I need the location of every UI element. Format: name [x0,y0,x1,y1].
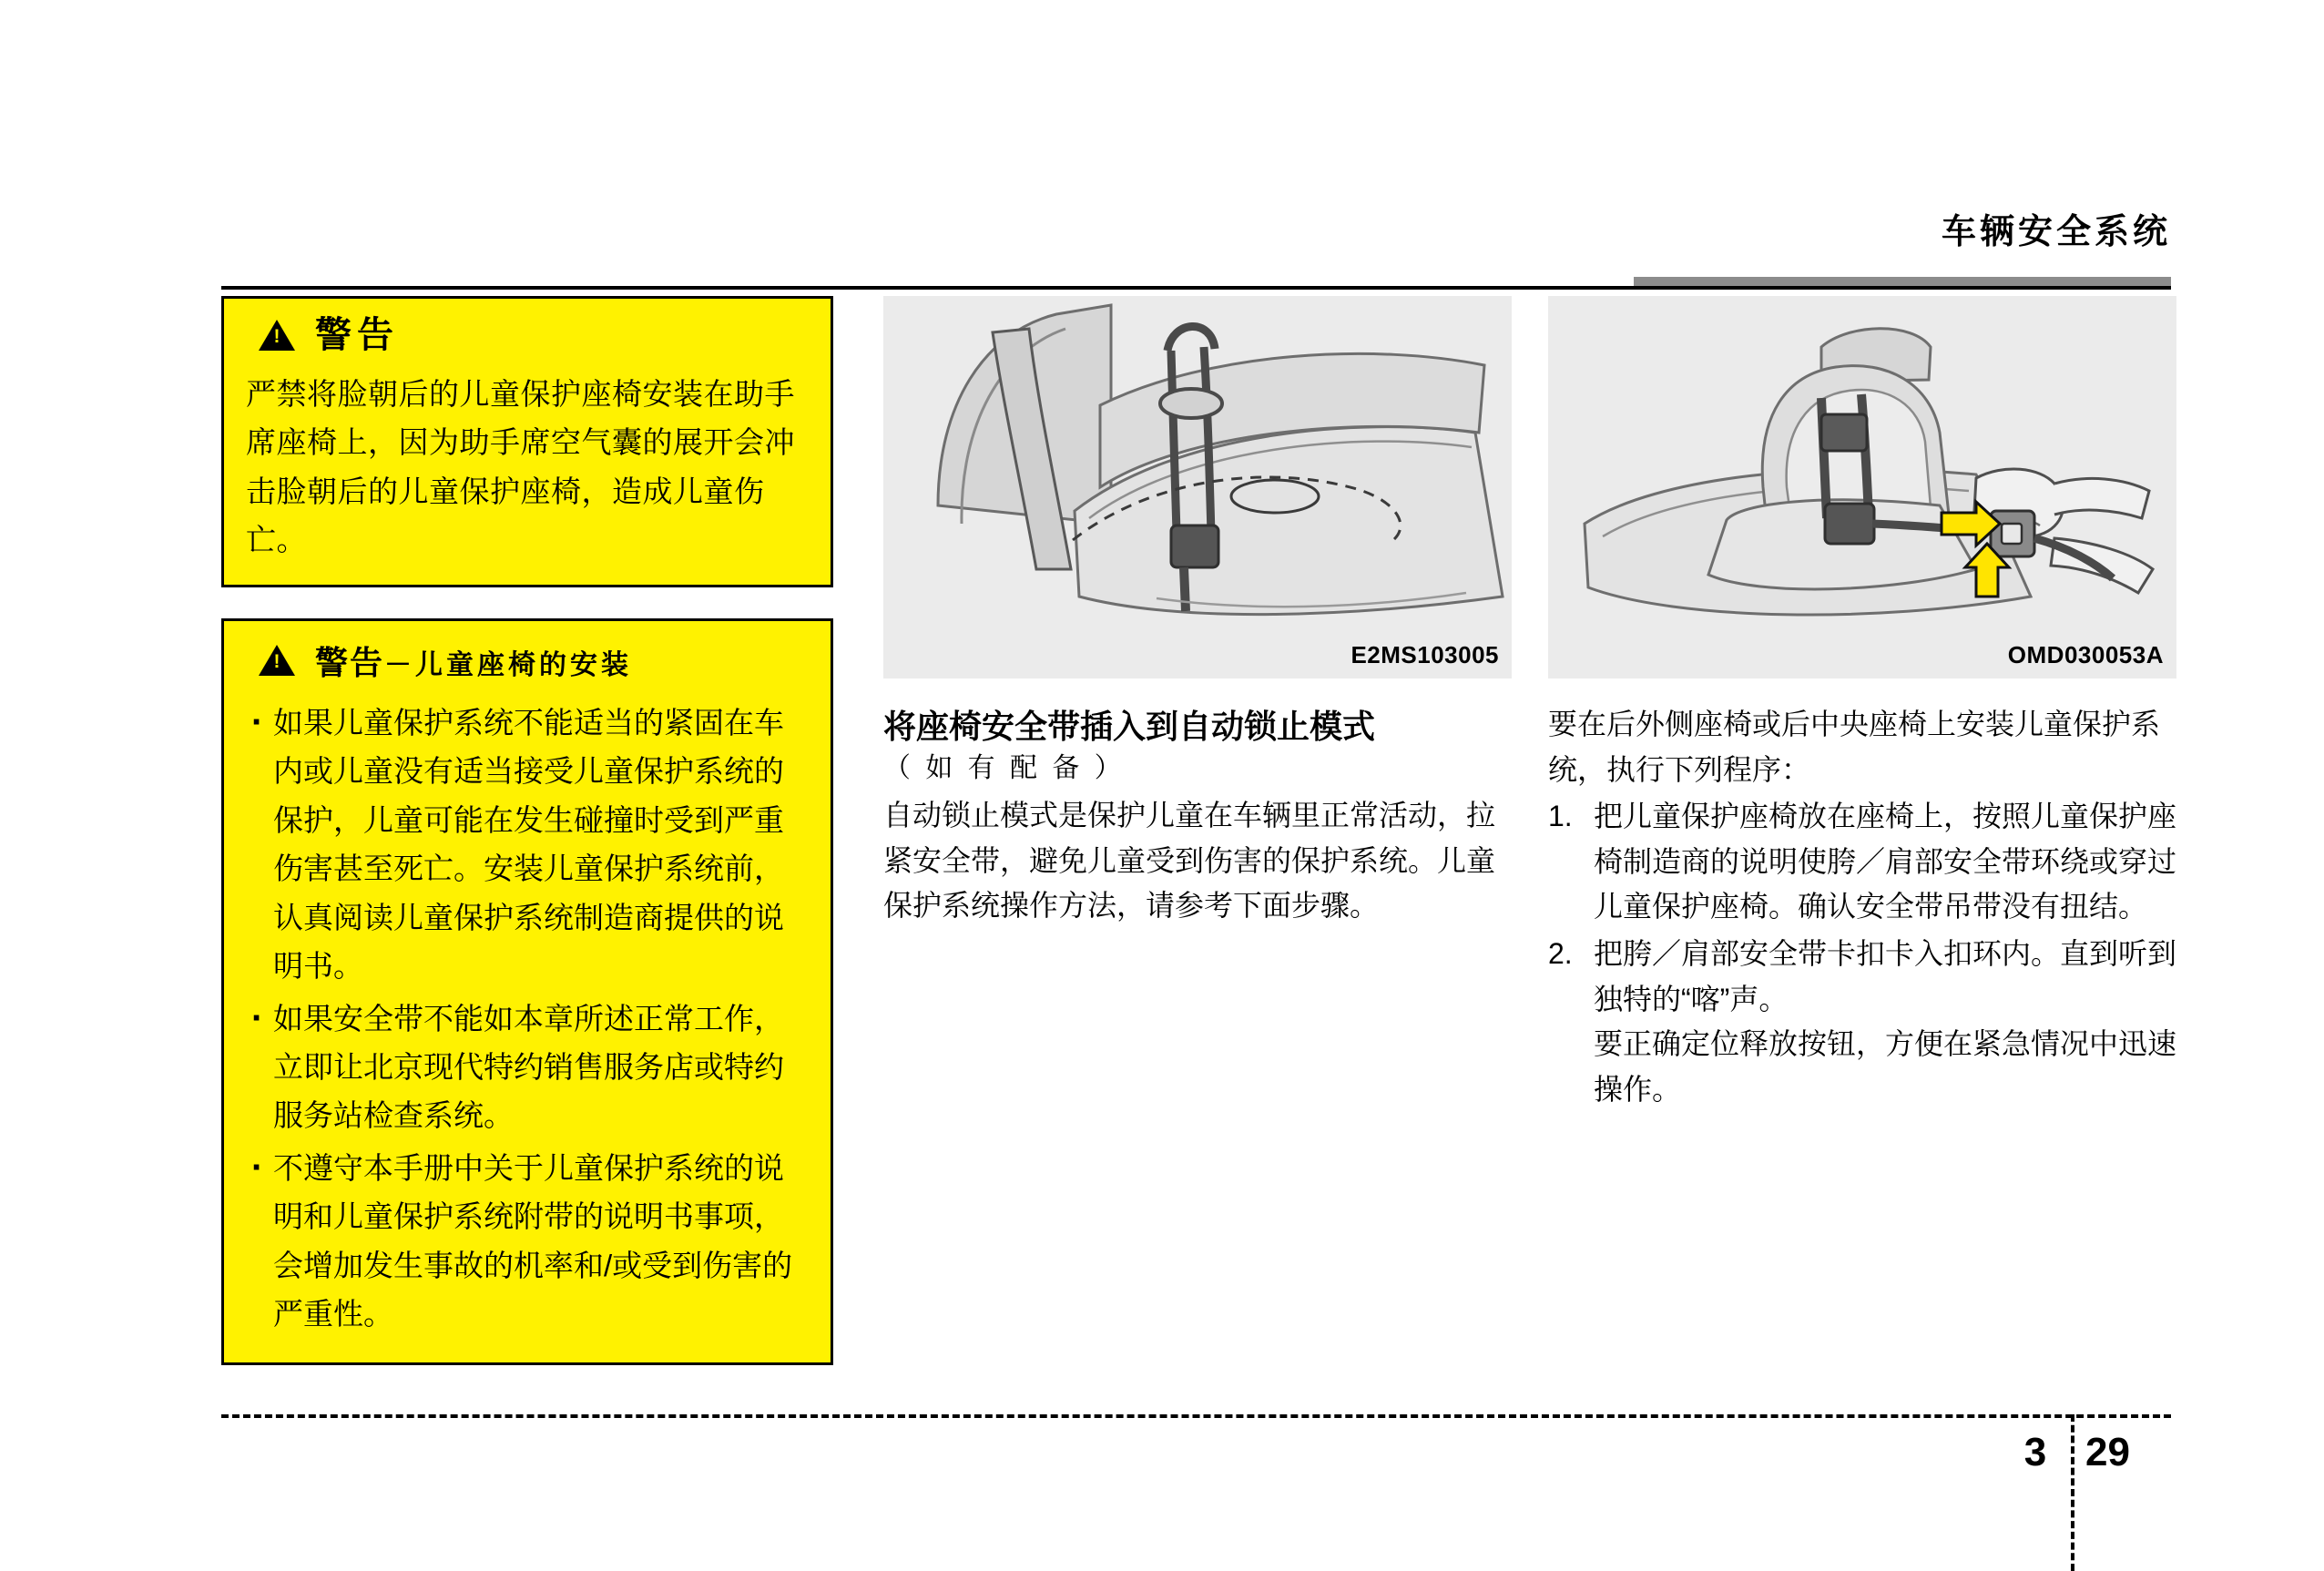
warning-title-suffix: －儿童座椅的安装 [384,649,633,680]
list-item: · 如果安全带不能如本章所述正常工作，立即让北京现代特约销售服务店或特约服务站检查系统。 [246,995,809,1140]
warning-title: 警告 [315,643,385,681]
page-number: 29 [2085,1430,2130,1474]
right-column [1548,296,2176,1112]
warning-box-child-seat [221,618,833,1365]
footer-divider [221,1414,2171,1418]
rear-seat-illustration [883,296,1512,678]
warning-triangle-icon [259,320,295,351]
section-title: 将座椅安全带插入到自动锁止模式 [883,708,1376,745]
list-item [1548,932,2176,1022]
section-paragraph: 自动锁止模式是保护儿童在车辆里正常活动，拉紧安全带，避免儿童受到伤害的保护系统。儿童保护系统操作方法，请参考下面步骤。 [883,799,1496,923]
right-intro-paragraph: 要在后外侧座椅或后中央座椅上安装儿童保护系统，执行下列程序： [1548,708,2161,786]
step-number: 1. [1548,800,1573,833]
warning-title: 警告 [315,315,399,355]
list-item: · 不遵守本手册中关于儿童保护系统的说明和儿童保护系统附带的说明书事项，会增加发生事故的机率和/或受到伤害的严重性。 [246,1144,809,1339]
child-seat-illustration [1548,296,2176,678]
header-divider [221,286,2171,290]
warning-box-primary [221,296,833,587]
left-column [221,296,833,1365]
page-title: 车辆安全系统 [1941,213,2171,251]
list-item [1548,794,2176,930]
spacer [221,587,833,618]
warning-triangle-icon [259,645,295,676]
warning-heading [246,315,809,355]
footer-vertical-divider [2071,1414,2074,1571]
figure-code: E2MS103005 [1351,641,1499,668]
figure-child-seat-buckle [1548,296,2176,678]
warning-bullet-list [246,699,809,1339]
warning-title-group [315,638,632,684]
section-subtitle: （ 如 有 配 备 ） [883,753,1126,783]
figure-code: OMD030053A [2007,641,2164,668]
step-text: 把胯／肩部安全带卡扣卡入扣环内。直到听到独特的“喀”声。 [1594,936,2177,1015]
list-item: · 如果儿童保护系统不能适当的紧固在车内或儿童没有适当接受儿童保护系统的保护，儿童可能在发生碰撞时受到严重伤害甚至死亡。安装儿童保护系统前，认真阅读儿童保护系统制造商提供的说明书。 [246,699,809,991]
warning-body-text: 严禁将脸朝后的儿童保护座椅安装在助手席座椅上，因为助手席空气囊的展开会冲击脸朝后的儿童保护座椅，造成儿童伤亡。 [246,377,795,557]
step-text: 把儿童保护座椅放在座椅上，按照儿童保护座椅制造商的说明使胯／肩部安全带环绕或穿过儿童保护座椅。确认安全带吊带没有扭结。 [1594,800,2177,923]
chapter-number: 3 [2023,1430,2047,1474]
step-note: 要正确定位释放按钮，方便在紧急情况中迅速操作。 [1594,1027,2177,1106]
figure-rear-seat-belt [883,296,1512,678]
numbered-steps [1548,794,2176,1022]
middle-column [883,296,1512,929]
warning-heading-child-seat [246,638,809,684]
page-header [0,107,2324,251]
step-number: 2. [1548,936,1573,970]
